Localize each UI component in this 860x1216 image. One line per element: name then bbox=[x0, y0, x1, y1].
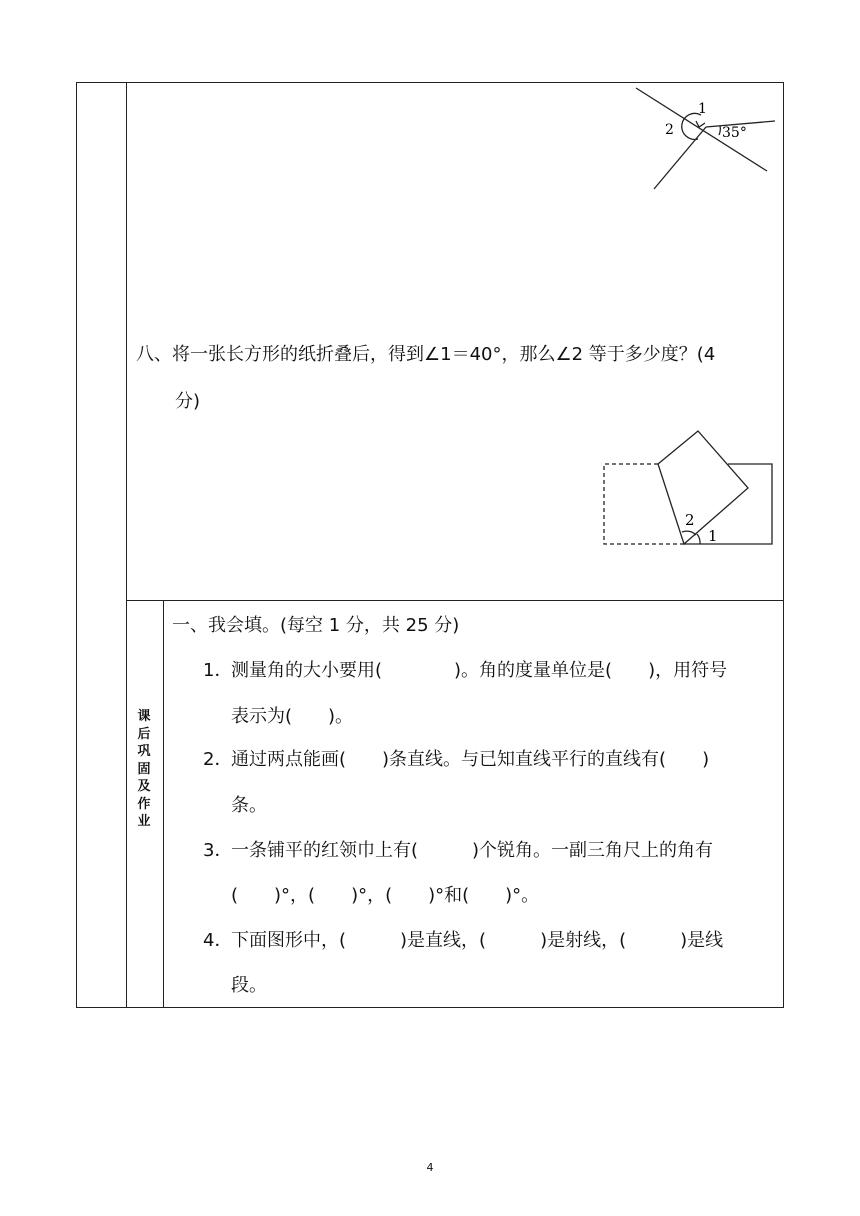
item-line: 段。 bbox=[231, 975, 267, 996]
fold-label-2: 2 bbox=[685, 511, 695, 529]
rect-dashed-part bbox=[604, 464, 684, 544]
homework-heading: 一、我会填。(每空 1 分，共 25 分) bbox=[172, 615, 460, 636]
q8-title-cont: 分) bbox=[175, 391, 201, 412]
item-number: 1． bbox=[203, 660, 233, 681]
item-line: 一条铺平的红领巾上有( )个锐角。一副三角尺上的角有 bbox=[231, 840, 714, 861]
section-label-char: 作 bbox=[137, 796, 151, 812]
page-number: 4 bbox=[426, 1161, 434, 1174]
label-1: 1 bbox=[698, 101, 707, 117]
section-label-char: 巩 bbox=[137, 744, 151, 759]
section-label-char: 业 bbox=[137, 814, 151, 829]
angles-figure bbox=[630, 85, 780, 193]
section-label-char: 后 bbox=[137, 726, 151, 742]
angle-arc-35 bbox=[719, 126, 720, 135]
table-label-divider bbox=[163, 600, 164, 1008]
table-left-border bbox=[76, 82, 77, 1008]
table-column-divider bbox=[126, 82, 127, 1008]
item-number: 4． bbox=[203, 930, 233, 951]
item-line: 条。 bbox=[231, 795, 267, 816]
item-line: 表示为( )。 bbox=[231, 706, 354, 727]
section-label-char: 课 bbox=[137, 709, 151, 724]
table-mid-border bbox=[126, 600, 784, 601]
folded-flap bbox=[658, 431, 748, 544]
item-number: 2． bbox=[203, 749, 233, 770]
item-line: 通过两点能画( )条直线。与已知直线平行的直线有( ) bbox=[231, 749, 710, 770]
table-bottom-border bbox=[76, 1007, 784, 1008]
item-line: 测量角的大小要用( )。角的度量单位是( )，用符号 bbox=[231, 660, 728, 681]
table-right-border bbox=[783, 82, 784, 1008]
right-angle-mark bbox=[696, 121, 705, 127]
item-line: ( )°，( )°，( )°和( )°。 bbox=[231, 885, 540, 906]
q8-title: 八、将一张长方形的纸折叠后，得到∠1＝40°，那么∠2 等于多少度？(4 bbox=[136, 344, 716, 365]
label-35: 35° bbox=[722, 125, 747, 141]
item-line: 下面图形中，( )是直线，( )是射线，( )是线 bbox=[231, 930, 724, 951]
angle-arc-2 bbox=[682, 531, 696, 535]
fold-figure bbox=[600, 428, 778, 548]
fold-label-1: 1 bbox=[708, 527, 718, 545]
section-label-char: 固 bbox=[137, 761, 151, 777]
item-number: 3． bbox=[203, 840, 233, 861]
line-down-left bbox=[654, 127, 706, 189]
table-top-border bbox=[76, 82, 784, 83]
section-label-char: 及 bbox=[137, 779, 151, 794]
angle-arc-1 bbox=[697, 534, 700, 544]
section-label bbox=[132, 708, 156, 831]
label-2: 2 bbox=[665, 122, 674, 138]
